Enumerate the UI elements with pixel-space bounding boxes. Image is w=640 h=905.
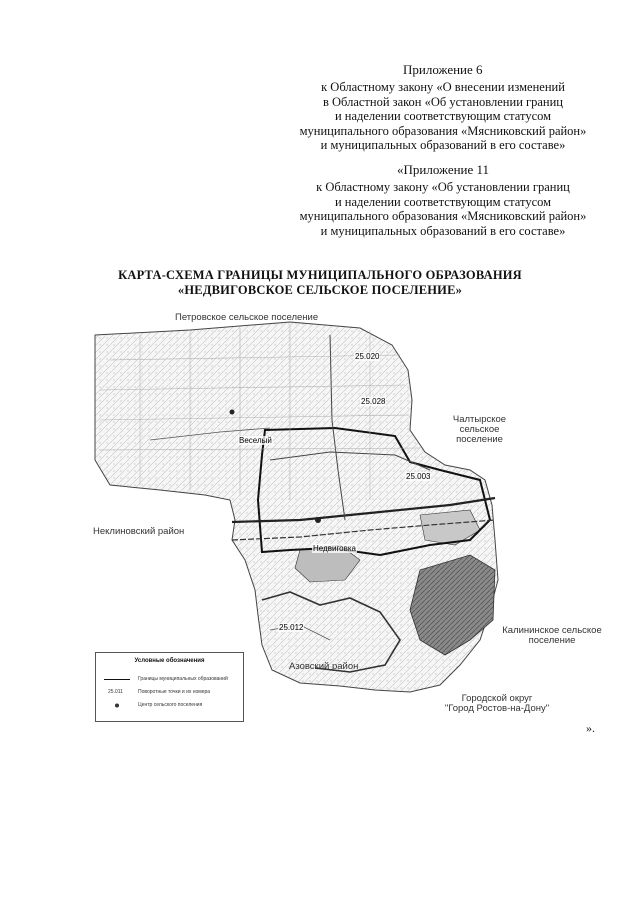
settlement-center-marker [315,517,321,523]
document-title-line: «НЕДВИГОВСКОЕ СЕЛЬСКОЕ ПОСЕЛЕНИЕ» [177,283,463,297]
neighbor-label-city [426,694,568,714]
appendix6-line: и наделении соответствующим статусом [334,109,552,123]
neighbor-label-line: поселение [528,635,576,646]
appendix11-title: «Приложение 11 [397,162,490,177]
appendix11-line: муниципального образования «Мясниковский район» [299,209,587,223]
neighbor-label-line: поселение [456,434,503,445]
neighbor-label-south: Азовский район [289,661,359,672]
turning-point-code: 25.012 [279,623,304,632]
appendix6-line: муниципального образования «Мясниковский район» [299,123,587,138]
appendix11-line: к Областному закону «Об установлении границ [316,180,570,194]
appendix11-line: и муниципальных образований в его составе» [320,223,566,238]
settlement-center-icon [102,701,132,710]
appendix6-title: Приложение 6 [403,62,483,77]
neighbor-label-line: Калининское сельское [502,625,602,636]
appendix6-line: и муниципальных образований в его составе» [320,138,566,152]
settlement-label: Веселый [239,436,272,445]
appendix11-line: и наделении соответствующим статусом [334,194,552,209]
neighbor-label-east [432,415,527,445]
settlement-label: Недвиговка [313,544,357,553]
map-fields-area [410,555,495,655]
turning-point-code-sample: 25.011 [108,689,123,695]
settlement-center-marker [230,410,235,415]
turning-point-code: 25.028 [361,397,386,406]
legend-row-boundary [102,675,238,684]
legend-label: Центр сельского поселения [138,702,203,708]
boundary-line-icon [102,675,132,684]
neighbor-label-west: Неклиновский район [93,526,185,537]
legend-title: Условные обозначения [134,658,205,664]
appendix6-line: в Областной закон «Об установлении границ [322,94,563,109]
legend-row-turning-point [102,688,238,697]
neighbor-label-line: Чалтырское сельское [452,414,507,435]
turning-point-code: 25.003 [406,472,431,481]
turning-point-code: 25.020 [355,352,380,361]
neighbor-label-line: Городской округ [461,693,533,704]
neighbor-label-north: Петровское сельское поселение [175,312,319,323]
closing-quote: ». [586,721,595,735]
neighbor-label-southeast [496,626,608,646]
document-title-line: КАРТА-СХЕМА ГРАНИЦЫ МУНИЦИПАЛЬНОГО ОБРАЗОВАНИЯ [118,268,522,282]
legend-row-center [102,701,238,710]
legend-label: Границы муниципальных образований [138,676,228,682]
map-legend [95,652,244,722]
legend-label: Поворотные точки и их номера [138,689,211,695]
neighbor-label-line: "Город Ростов-на-Дону" [444,703,550,714]
appendix6-line: к Областному закону «О внесении изменений [321,80,565,94]
